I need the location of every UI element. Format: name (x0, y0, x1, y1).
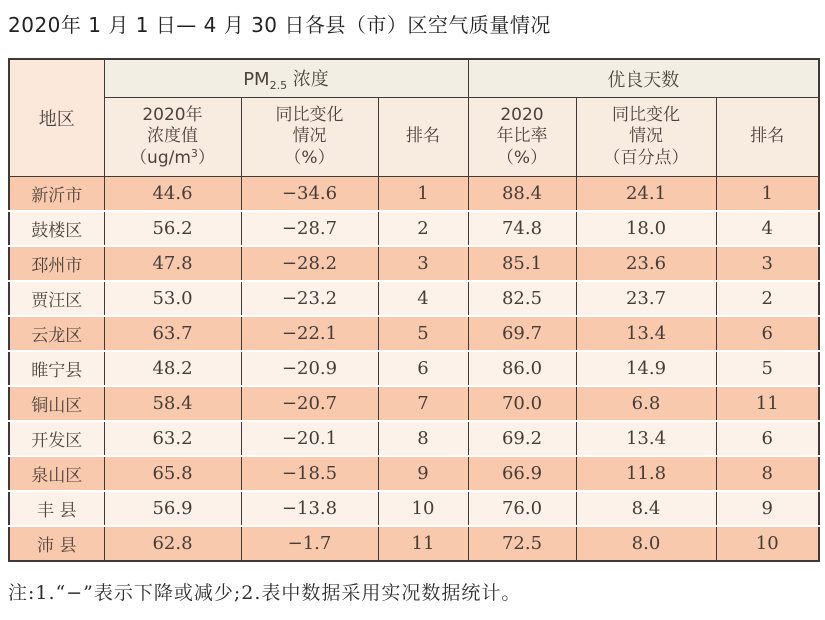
good-change-cell: 23.6 (576, 246, 716, 281)
pm25-label-subscript: 2.5 (269, 79, 288, 92)
ratio-cell: 85.1 (468, 246, 576, 281)
pm-change-cell: −20.9 (241, 351, 378, 386)
ratio-header-line2: 年比率 (496, 126, 548, 147)
unit-prefix: （ug/m (130, 148, 191, 169)
pm-rank-cell: 6 (378, 351, 468, 386)
good-rank-cell: 5 (716, 351, 819, 386)
good-change-header-line1: 同比变化 (612, 105, 680, 126)
pm-rank-cell: 7 (378, 386, 468, 421)
ratio-header-line1: 2020 (500, 105, 544, 126)
good-rank-cell: 6 (716, 421, 819, 456)
region-cell: 丰 县 (9, 491, 104, 526)
table-row (9, 526, 819, 561)
pm-rank-cell: 4 (378, 281, 468, 316)
pm-change-cell: −28.2 (241, 246, 378, 281)
concentration-header-line2: 浓度值 (147, 125, 198, 146)
good-change-cell: 13.4 (576, 316, 716, 351)
region-cell: 铜山区 (9, 386, 104, 421)
concentration-cell: 53.0 (104, 281, 241, 316)
ratio-column-header (468, 98, 576, 177)
region-cell: 新沂市 (9, 177, 104, 212)
pm-change-column-header (241, 98, 378, 177)
sub-header-row (9, 98, 819, 177)
good-rank-cell: 8 (716, 456, 819, 491)
pm25-group-header (104, 59, 468, 98)
table-row (9, 177, 819, 212)
ratio-cell: 82.5 (468, 281, 576, 316)
pm-change-cell: −20.1 (241, 421, 378, 456)
concentration-cell: 48.2 (104, 351, 241, 386)
concentration-cell: 44.6 (104, 177, 241, 212)
region-cell: 邳州市 (9, 246, 104, 281)
region-cell: 开发区 (9, 421, 104, 456)
concentration-cell: 65.8 (104, 456, 241, 491)
pm-rank-column-header: 排名 (378, 98, 468, 177)
concentration-cell: 63.7 (104, 316, 241, 351)
good-rank-cell: 3 (716, 246, 819, 281)
good-change-header-line2: 情况 (629, 126, 663, 147)
ratio-cell: 72.5 (468, 526, 576, 561)
good-change-cell: 6.8 (576, 386, 716, 421)
good-rank-cell: 2 (716, 281, 819, 316)
ratio-cell: 69.7 (468, 316, 576, 351)
pm-rank-cell: 8 (378, 421, 468, 456)
good-change-column-header (576, 98, 716, 177)
region-cell: 贾汪区 (9, 281, 104, 316)
unit-superscript: 3 (190, 147, 198, 161)
pm-rank-cell: 2 (378, 211, 468, 246)
good-rank-cell: 9 (716, 491, 819, 526)
region-cell: 沛 县 (9, 526, 104, 561)
pm-change-header-unit: （%） (284, 147, 335, 168)
pm-change-cell: −23.2 (241, 281, 378, 316)
pm-rank-cell: 1 (378, 177, 468, 212)
good-rank-cell: 6 (716, 316, 819, 351)
concentration-cell: 62.8 (104, 526, 241, 561)
pm25-label-rest: 浓度 (287, 69, 329, 90)
region-column-header: 地区 (9, 59, 104, 177)
good-change-cell: 8.4 (576, 491, 716, 526)
ratio-header-unit: （%） (496, 147, 548, 168)
pm-change-cell: −20.7 (241, 386, 378, 421)
region-cell: 睢宁县 (9, 351, 104, 386)
good-rank-column-header: 排名 (716, 98, 819, 177)
good-change-cell: 24.1 (576, 177, 716, 212)
pm-rank-cell: 9 (378, 456, 468, 491)
ratio-cell: 74.8 (468, 211, 576, 246)
pm-rank-cell: 3 (378, 246, 468, 281)
ratio-cell: 69.2 (468, 421, 576, 456)
table-row (9, 386, 819, 421)
ratio-cell: 66.9 (468, 456, 576, 491)
good-change-cell: 18.0 (576, 211, 716, 246)
pm-change-cell: −34.6 (241, 177, 378, 212)
table-row (9, 316, 819, 351)
concentration-cell: 56.9 (104, 491, 241, 526)
table-row (9, 281, 819, 316)
pm-rank-cell: 11 (378, 526, 468, 561)
ratio-cell: 70.0 (468, 386, 576, 421)
good-change-cell: 23.7 (576, 281, 716, 316)
table-row (9, 246, 819, 281)
region-cell: 云龙区 (9, 316, 104, 351)
good-change-header-unit: （百分点） (603, 147, 689, 168)
table-row (9, 421, 819, 456)
pm-change-cell: −28.7 (241, 211, 378, 246)
table-row (9, 211, 819, 246)
good-rank-cell: 4 (716, 211, 819, 246)
concentration-header-unit (105, 147, 241, 169)
good-change-cell: 13.4 (576, 421, 716, 456)
pm-change-header-line2: 情况 (292, 126, 327, 147)
table-row (9, 456, 819, 491)
pm-change-cell: −22.1 (241, 316, 378, 351)
page-title: 2020年 1 月 1 日— 4 月 30 日各县（市）区空气质量情况 (8, 13, 551, 37)
good-rank-cell: 11 (716, 386, 819, 421)
good-rank-cell: 10 (716, 526, 819, 561)
table-row (9, 491, 819, 526)
concentration-cell: 58.4 (104, 386, 241, 421)
concentration-column-header (104, 98, 241, 177)
footnote: 注:1.“−”表示下降或减少;2.表中数据采用实况数据统计。 (8, 582, 522, 604)
unit-suffix: ） (197, 148, 215, 169)
region-cell: 鼓楼区 (9, 211, 104, 246)
concentration-cell: 56.2 (104, 211, 241, 246)
pm-change-header-line1: 同比变化 (275, 105, 344, 126)
good-change-cell: 8.0 (576, 526, 716, 561)
ratio-cell: 88.4 (468, 177, 576, 212)
concentration-cell: 63.2 (104, 421, 241, 456)
pm-change-cell: −1.7 (241, 526, 378, 561)
good-rank-cell: 1 (716, 177, 819, 212)
table-row (9, 351, 819, 386)
pm-rank-cell: 5 (378, 316, 468, 351)
ratio-cell: 86.0 (468, 351, 576, 386)
concentration-cell: 47.8 (104, 246, 241, 281)
concentration-header-line1: 2020年 (142, 104, 203, 125)
pm-change-cell: −13.8 (241, 491, 378, 526)
pm-change-cell: −18.5 (241, 456, 378, 491)
pm-rank-cell: 10 (378, 491, 468, 526)
good-change-cell: 11.8 (576, 456, 716, 491)
pm25-label-base: PM (243, 69, 270, 90)
good-change-cell: 14.9 (576, 351, 716, 386)
good-days-group-header: 优良天数 (468, 59, 819, 98)
air-quality-table (8, 58, 820, 562)
ratio-cell: 76.0 (468, 491, 576, 526)
group-header-row (9, 59, 819, 98)
region-cell: 泉山区 (9, 456, 104, 491)
